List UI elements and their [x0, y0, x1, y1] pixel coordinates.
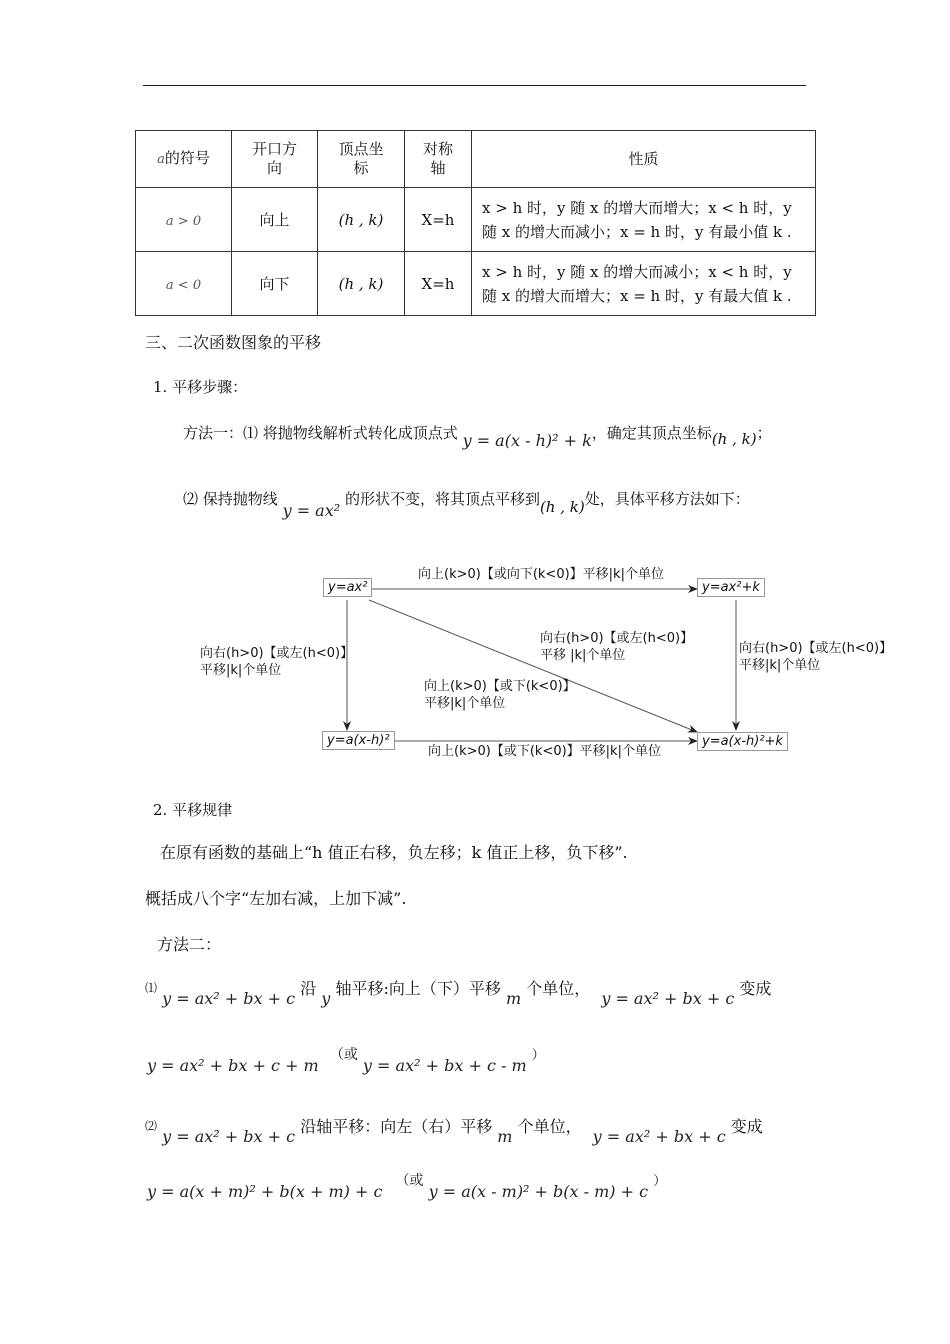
section-title: 三、二次函数图象的平移 [145, 333, 322, 352]
rule-line2: 概括成八个字“左加右减，上加下减”. [145, 889, 407, 908]
cell-sign: a > 0 [136, 188, 232, 252]
box-vertex-form: y=a(x-h)²+k [697, 732, 788, 751]
cell-vertex: (h , k) [318, 188, 405, 252]
label-left: 向右(h>0)【或左(h<0)】 平移|k|个单位 [200, 646, 354, 678]
cell-open: 向下 [232, 252, 318, 316]
box-vertical-shift: y=ax²+k [697, 578, 765, 597]
label-top: 向上(k>0)【或向下(k<0)】平移|k|个单位 [418, 567, 664, 582]
box-basic: y=ax² [323, 578, 372, 597]
label-right: 向右(h>0)【或左(h<0)】 平移|k|个单位 [739, 641, 893, 673]
cell-property: x > h 时，y 随 x 的增大而减小；x < h 时，y 随 x 的增大而增大；x = h 时，y 有最大值 k . [472, 252, 816, 316]
cell-property: x > h 时，y 随 x 的增大而增大；x < h 时，y 随 x 的增大而减小；x = h 时，y 有最小值 k . [472, 188, 816, 252]
cell-sign: a < 0 [136, 252, 232, 316]
method2-part1: ⑴ y = ax² + bx + c 沿 y 轴平移:向上（下）平移 m 个单位， y = ax² + bx + c 变成 [145, 979, 772, 1008]
cell-axis: X=h [405, 252, 472, 316]
method2-part1-result: y = ax² + bx + c + m （或 y = ax² + bx + c - m ） [147, 1047, 545, 1075]
steps-title: 1. 平移步骤： [153, 378, 248, 396]
box-horizontal-shift: y=a(x-h)² [322, 731, 395, 750]
header-property: 性质 [472, 131, 816, 188]
arrow-diagonal [369, 600, 697, 732]
rule-line1: 在原有函数的基础上“h 值正右移，负左移；k 值正上移，负下移”. [160, 843, 628, 862]
header-sign: a的符号 [136, 131, 232, 188]
cell-axis: X=h [405, 188, 472, 252]
label-bottom: 向上(k>0)【或下(k<0)】平移|k|个单位 [428, 744, 661, 759]
method2-title: 方法二： [157, 935, 222, 954]
header-open: 开口方 向 [232, 131, 318, 188]
method1-line2: ⑵ 保持抛物线 y = ax² 的形状不变，将其顶点平移到(h , k)处，具体平移方法如下： [183, 490, 750, 520]
method2-part2-result: y = a(x + m)² + b(x + m) + c （或 y = a(x - m)² + b(x - m) + c ） [147, 1173, 667, 1201]
rule-title: 2. 平移规律 [153, 801, 233, 819]
cell-open: 向上 [232, 188, 318, 252]
cell-vertex: (h , k) [318, 252, 405, 316]
label-diagonal-a: 向右(h>0)【或左(h<0)】 平移 |k|个单位 [540, 631, 694, 663]
vertex-form-formula: y = a(x - h)² + k [462, 431, 592, 450]
header-axis: 对称 轴 [405, 131, 472, 188]
method2-part2: ⑵ y = ax² + bx + c 沿轴平移：向左（右）平移 m 个单位， y = ax² + bx + c 变成 [145, 1117, 763, 1146]
label-diagonal-b: 向上(k>0)【或下(k<0)】 平移|k|个单位 [424, 679, 576, 711]
header-vertex: 顶点坐 标 [318, 131, 405, 188]
basic-formula: y = ax² [282, 501, 341, 520]
method1-line1: 方法一：⑴ 将抛物线解析式转化成顶点式 y = a(x - h)² + k，确定其顶点坐标(h , k)； [183, 424, 772, 450]
